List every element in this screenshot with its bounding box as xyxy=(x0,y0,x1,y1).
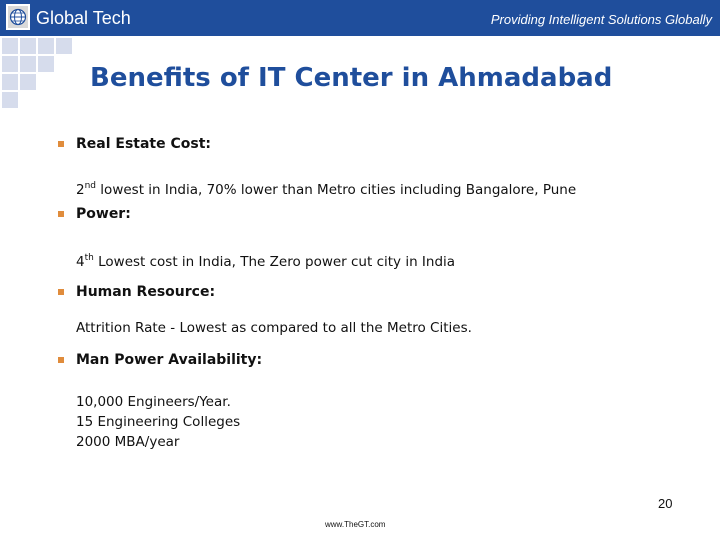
slide-title: Benefits of IT Center in Ahmadabad xyxy=(90,63,613,93)
manpower-line: 10,000 Engineers/Year. xyxy=(76,394,231,410)
tagline: Providing Intelligent Solutions Globally xyxy=(490,12,712,27)
bullet-marker xyxy=(58,211,64,217)
header-bar xyxy=(0,0,720,36)
bullet-heading: Power: xyxy=(76,206,131,222)
bullet-heading: Man Power Availability: xyxy=(76,352,263,368)
brand-name: Global Tech xyxy=(36,8,131,28)
footer-website: www.TheGT.com xyxy=(325,520,386,529)
human-resource-detail: Attrition Rate - Lowest as compared to all the Metro Cities. xyxy=(76,320,472,336)
globe-emblem-icon xyxy=(6,4,30,30)
bullet-marker xyxy=(58,289,64,295)
manpower-line: 15 Engineering Colleges xyxy=(76,414,241,430)
bullet-marker xyxy=(58,141,64,147)
bullet-heading: Human Resource: xyxy=(76,284,216,300)
power-detail: 4th Lowest cost in India, The Zero power cut city in India xyxy=(76,253,456,270)
bullet-heading: Real Estate Cost: xyxy=(76,136,212,152)
bullet-marker xyxy=(58,357,64,363)
manpower-line: 2000 MBA/year xyxy=(76,434,180,450)
real-estate-detail: 2nd lowest in India, 70% lower than Metro cities including Bangalore, Pune xyxy=(76,181,577,198)
page-number: 20 xyxy=(658,496,673,511)
